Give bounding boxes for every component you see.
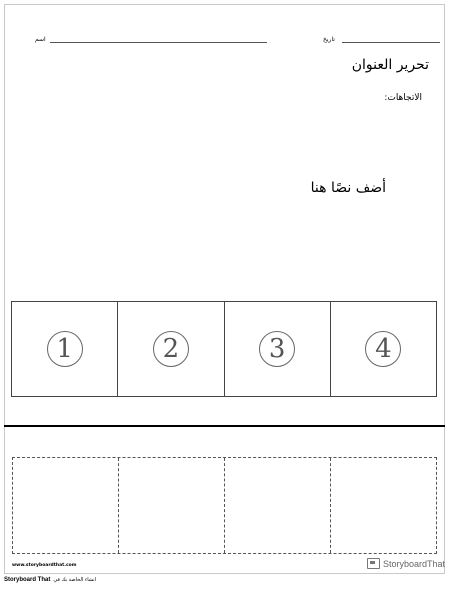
cut-out-cell[interactable] (331, 458, 436, 553)
date-label: تاريخ (323, 36, 335, 43)
footer-text: انشاء الخاصة بك في (53, 577, 96, 583)
name-label: اسم (35, 36, 46, 43)
cell-3[interactable] (225, 302, 331, 396)
logo-text: StoryboardThat (383, 558, 446, 569)
cell-2[interactable] (118, 302, 224, 396)
text-placeholder[interactable]: أضف نصًا هنا (310, 180, 386, 196)
directions-label: الاتجاهات: (384, 93, 422, 103)
numbered-cells-row (11, 301, 437, 397)
name-line[interactable] (50, 42, 267, 43)
circled-number: 3 (259, 331, 295, 367)
storyboardthat-logo (367, 558, 445, 569)
cell-4[interactable] (331, 302, 436, 396)
date-line[interactable] (342, 42, 440, 43)
cut-out-cell[interactable] (225, 458, 331, 553)
circled-number: 4 (365, 331, 401, 367)
website-url: www.storyboardthat.com (12, 563, 77, 568)
cell-1[interactable] (12, 302, 118, 396)
circled-number: 1 (47, 331, 83, 367)
film-icon (367, 558, 380, 569)
cut-out-cells-row (12, 457, 437, 554)
circled-number: 2 (153, 331, 189, 367)
worksheet-title[interactable]: تحرير العنوان (351, 57, 429, 73)
cut-out-cell[interactable] (13, 458, 119, 553)
page-footer (4, 577, 96, 583)
divider-line (4, 425, 445, 427)
cut-out-cell[interactable] (119, 458, 225, 553)
footer-brand[interactable]: Storyboard That (4, 577, 51, 583)
